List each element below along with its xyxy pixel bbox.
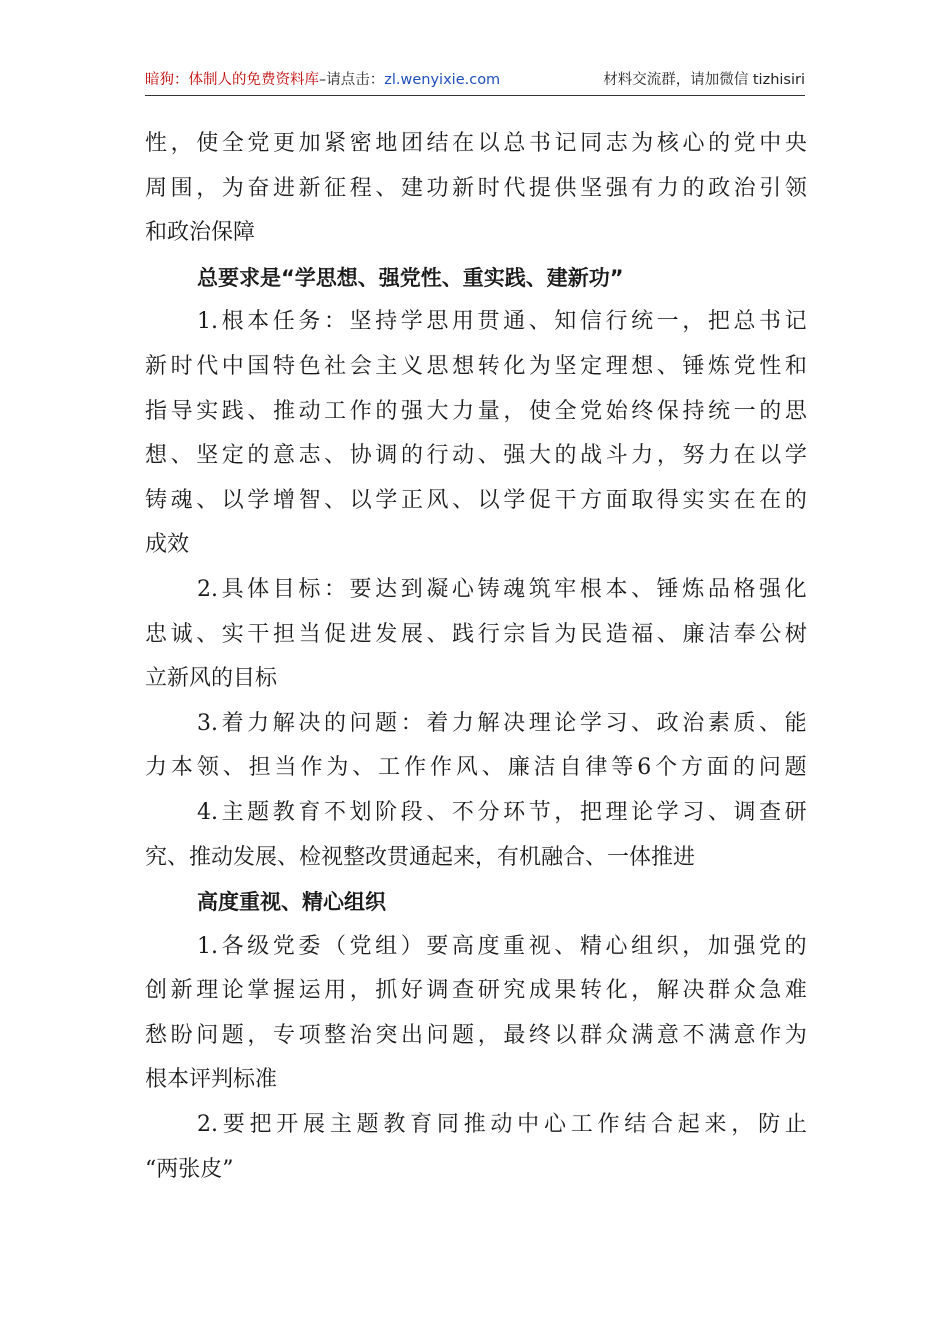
text-line: 周 围 ， 为 奋 进 新 征 程 、 建 功 新 时 代 提 供 坚 强 有 力 的 政 治 引 领 (145, 175, 807, 201)
text-line: 新 时 代 中 国 特 色 社 会 主 义 思 想 转 化 为 坚 定 理 想 、 锤 炼 党 性 和 (145, 353, 807, 379)
header-site-name: 暗狗：体制人的免费资料库 (145, 72, 319, 88)
section-heading: 高度重视、精心组织 (197, 890, 386, 915)
text-line: 4. 主 题 教 育 不 划 阶 段 、 不 分 环 节 ， 把 理 论 学 习 、 调 查 研 (197, 799, 807, 825)
text-line: 根本评判标准 (145, 1067, 278, 1093)
text-line: 立新风的目标 (145, 666, 278, 692)
text-line: “两张皮” (145, 1156, 234, 1182)
text-line: 忠 诚 、 实 干 担 当 促 进 发 展 、 践 行 宗 旨 为 民 造 福 、 廉 洁 奉 公 树 (145, 621, 807, 647)
text-line: 铸 魂 、 以 学 增 智 、 以 学 正 风 、 以 学 促 干 方 面 取 得 实 实 在 在 的 (145, 487, 807, 513)
page-header (145, 58, 805, 96)
header-wechat-note: 材料交流群，请加微信 tizhisiri (603, 72, 805, 88)
header-url-link[interactable]: zl.wenyixie.com (384, 72, 501, 88)
text-line: 2. 具 体 目 标 ： 要 达 到 凝 心 铸 魂 筑 牢 根 本 、 锤 炼 品 格 强 化 (197, 576, 807, 602)
text-line: 究、推动发展、检视整改贯通起来，有机融合、一体推进 (145, 844, 696, 870)
header-click-prompt: –请点击： (319, 72, 385, 88)
header-left (145, 68, 500, 89)
text-line: 性 ， 使 全 党 更 加 紧 密 地 团 结 在 以 总 书 记 同 志 为 核 心 的 党 中 央 (145, 131, 807, 156)
text-line: 1. 根 本 任 务 ： 坚 持 学 思 用 贯 通 、 知 信 行 统 一 ， 把 总 书 记 (197, 309, 807, 335)
text-line: 指 导 实 践 、 推 动 工 作 的 强 大 力 量 ， 使 全 党 始 终 保 持 统 一 的 思 (145, 398, 807, 424)
text-line: 创 新 理 论 掌 握 运 用 ， 抓 好 调 查 研 究 成 果 转 化 ， 解 决 群 众 急 难 (145, 978, 807, 1004)
text-line: 成效 (145, 532, 190, 558)
text-line: 力 本 领 、 担 当 作 为 、 工 作 作 风 、 廉 洁 自 律 等 6 个 方 面 的 问 题 (145, 755, 807, 781)
text-line: 和政治保障 (145, 220, 256, 246)
text-line: 想 、 坚 定 的 意 志 、 协 调 的 行 动 、 强 大 的 战 斗 力 ， 努 力 在 以 学 (145, 443, 807, 469)
text-line: 1. 各 级 党 委 （ 党 组 ） 要 高 度 重 视 、 精 心 组 织 ， 加 强 党 的 (197, 933, 807, 959)
text-line: 3. 着 力 解 决 的 问 题 ： 着 力 解 决 理 论 学 习 、 政 治 素 质 、 能 (197, 710, 807, 736)
section-heading: 总要求是“学思想、强党性、重实践、建新功” (197, 265, 624, 290)
document-body (145, 122, 807, 1192)
text-line: 愁 盼 问 题 ， 专 项 整 治 突 出 问 题 ， 最 终 以 群 众 满 意 不 满 意 作 为 (145, 1022, 807, 1048)
text-line: 2. 要 把 开 展 主 题 教 育 同 推 动 中 心 工 作 结 合 起 来 ， 防 止 (197, 1112, 807, 1138)
